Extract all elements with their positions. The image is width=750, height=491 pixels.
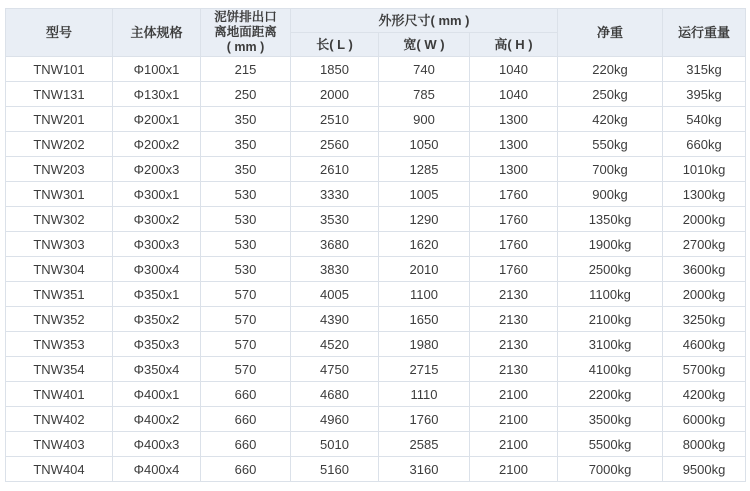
table-cell: TNW303	[6, 232, 113, 257]
table-row	[6, 57, 746, 82]
header-width: 宽( W )	[379, 33, 470, 57]
table-cell: 220kg	[558, 57, 663, 82]
table-row	[6, 307, 746, 332]
table-body	[6, 57, 746, 482]
table-cell: 2000kg	[663, 207, 746, 232]
table-cell: Φ350x2	[113, 307, 201, 332]
table-cell: Φ400x1	[113, 382, 201, 407]
table-cell: 4520	[291, 332, 379, 357]
table-cell: 420kg	[558, 107, 663, 132]
table-cell: 250kg	[558, 82, 663, 107]
table-cell: 1760	[470, 257, 558, 282]
table-cell: 570	[201, 332, 291, 357]
table-cell: 5500kg	[558, 432, 663, 457]
table-cell: TNW202	[6, 132, 113, 157]
table-cell: Φ350x3	[113, 332, 201, 357]
table-cell: TNW352	[6, 307, 113, 332]
table-cell: 1760	[379, 407, 470, 432]
table-cell: Φ300x3	[113, 232, 201, 257]
table-cell: 3530	[291, 207, 379, 232]
table-cell: 1040	[470, 57, 558, 82]
table-cell: 3830	[291, 257, 379, 282]
table-cell: 1005	[379, 182, 470, 207]
table-cell: Φ200x3	[113, 157, 201, 182]
table-cell: TNW302	[6, 207, 113, 232]
table-cell: TNW201	[6, 107, 113, 132]
table-cell: 570	[201, 307, 291, 332]
table-cell: 570	[201, 282, 291, 307]
table-cell: Φ350x1	[113, 282, 201, 307]
table-cell: 1110	[379, 382, 470, 407]
table-cell: 900	[379, 107, 470, 132]
table-cell: Φ200x2	[113, 132, 201, 157]
header-outlet-line2: 离地面距离	[214, 25, 277, 39]
table-cell: 2130	[470, 332, 558, 357]
table-cell: 2130	[470, 282, 558, 307]
table-cell: 1300	[470, 132, 558, 157]
header-outlet-distance	[201, 9, 291, 57]
table-cell: 4200kg	[663, 382, 746, 407]
table-cell: 1300kg	[663, 182, 746, 207]
table-cell: TNW101	[6, 57, 113, 82]
header-dimensions: 外形尺寸( mm )	[291, 9, 558, 33]
table-cell: 1620	[379, 232, 470, 257]
table-cell: TNW404	[6, 457, 113, 482]
table-cell: 530	[201, 182, 291, 207]
table-cell: 3100kg	[558, 332, 663, 357]
table-cell: 660kg	[663, 132, 746, 157]
table-cell: 2100	[470, 457, 558, 482]
table-cell: Φ400x2	[113, 407, 201, 432]
table-cell: 250	[201, 82, 291, 107]
header-height: 高( H )	[470, 33, 558, 57]
table-cell: 3250kg	[663, 307, 746, 332]
table-cell: 2560	[291, 132, 379, 157]
table-cell: 1980	[379, 332, 470, 357]
table-cell: 785	[379, 82, 470, 107]
table-cell: 2130	[470, 307, 558, 332]
table-cell: 1900kg	[558, 232, 663, 257]
table-cell: TNW131	[6, 82, 113, 107]
table-cell: 1350kg	[558, 207, 663, 232]
table-cell: 2100	[470, 407, 558, 432]
table-cell: 1040	[470, 82, 558, 107]
table-row	[6, 457, 746, 482]
table-cell: 540kg	[663, 107, 746, 132]
table-cell: 1760	[470, 232, 558, 257]
table-row	[6, 257, 746, 282]
table-cell: Φ400x4	[113, 457, 201, 482]
table-cell: 530	[201, 232, 291, 257]
table-row	[6, 132, 746, 157]
header-spec: 主体规格	[113, 9, 201, 57]
table-cell: 1100kg	[558, 282, 663, 307]
table-cell: Φ300x4	[113, 257, 201, 282]
table-cell: 4600kg	[663, 332, 746, 357]
table-cell: 350	[201, 157, 291, 182]
table-row	[6, 182, 746, 207]
table-cell: 2700kg	[663, 232, 746, 257]
header-length: 长( L )	[291, 33, 379, 57]
table-cell: 2100kg	[558, 307, 663, 332]
table-cell: 6000kg	[663, 407, 746, 432]
table-cell: 2000kg	[663, 282, 746, 307]
table-cell: 660	[201, 407, 291, 432]
table-cell: Φ350x4	[113, 357, 201, 382]
table-cell: TNW403	[6, 432, 113, 457]
table-cell: 1650	[379, 307, 470, 332]
table-cell: 1285	[379, 157, 470, 182]
table-cell: 2100	[470, 432, 558, 457]
table-cell: 570	[201, 357, 291, 382]
table-cell: 2500kg	[558, 257, 663, 282]
table-cell: 2610	[291, 157, 379, 182]
table-cell: 660	[201, 382, 291, 407]
header-running-weight: 运行重量	[663, 9, 746, 57]
table-cell: 3500kg	[558, 407, 663, 432]
table-cell: 3600kg	[663, 257, 746, 282]
table-cell: TNW301	[6, 182, 113, 207]
table-cell: 700kg	[558, 157, 663, 182]
table-cell: 8000kg	[663, 432, 746, 457]
table-row	[6, 82, 746, 107]
table-cell: 550kg	[558, 132, 663, 157]
table-cell: Φ200x1	[113, 107, 201, 132]
table-cell: 2715	[379, 357, 470, 382]
table-cell: 5700kg	[663, 357, 746, 382]
table-row	[6, 382, 746, 407]
table-cell: 1010kg	[663, 157, 746, 182]
table-row	[6, 107, 746, 132]
table-cell: 9500kg	[663, 457, 746, 482]
table-cell: 1760	[470, 182, 558, 207]
table-cell: 1100	[379, 282, 470, 307]
table-cell: 2100	[470, 382, 558, 407]
table-cell: 1850	[291, 57, 379, 82]
table-cell: 2000	[291, 82, 379, 107]
table-cell: 740	[379, 57, 470, 82]
table-cell: 1760	[470, 207, 558, 232]
table-row	[6, 232, 746, 257]
table-row	[6, 157, 746, 182]
table-cell: 4750	[291, 357, 379, 382]
table-cell: Φ300x1	[113, 182, 201, 207]
table-cell: TNW304	[6, 257, 113, 282]
table-cell: 900kg	[558, 182, 663, 207]
table-cell: TNW354	[6, 357, 113, 382]
table-cell: 350	[201, 107, 291, 132]
table-cell: 3160	[379, 457, 470, 482]
header-outlet-line3: ( mm )	[226, 40, 265, 54]
table-row	[6, 407, 746, 432]
table-cell: 2200kg	[558, 382, 663, 407]
table-row	[6, 357, 746, 382]
header-net-weight: 净重	[558, 9, 663, 57]
table-cell: 4100kg	[558, 357, 663, 382]
table-cell: 530	[201, 257, 291, 282]
table-row	[6, 282, 746, 307]
table-cell: 3330	[291, 182, 379, 207]
table-cell: 2585	[379, 432, 470, 457]
table-cell: 2130	[470, 357, 558, 382]
table-cell: 3680	[291, 232, 379, 257]
table-cell: TNW401	[6, 382, 113, 407]
header-model: 型号	[6, 9, 113, 57]
table-row	[6, 207, 746, 232]
table-cell: 215	[201, 57, 291, 82]
table-cell: 1300	[470, 107, 558, 132]
table-cell: 5160	[291, 457, 379, 482]
table-cell: 2010	[379, 257, 470, 282]
table-cell: 1300	[470, 157, 558, 182]
table-cell: Φ100x1	[113, 57, 201, 82]
table-cell: 4005	[291, 282, 379, 307]
table-cell: 660	[201, 457, 291, 482]
table-cell: 4960	[291, 407, 379, 432]
table-cell: TNW203	[6, 157, 113, 182]
table-cell: 4680	[291, 382, 379, 407]
table-cell: 2510	[291, 107, 379, 132]
table-cell: 4390	[291, 307, 379, 332]
table-header	[6, 9, 746, 57]
table-cell: 350	[201, 132, 291, 157]
table-cell: 7000kg	[558, 457, 663, 482]
table-cell: 395kg	[663, 82, 746, 107]
table-row	[6, 332, 746, 357]
table-cell: 5010	[291, 432, 379, 457]
header-outlet-line1: 泥饼排出口	[214, 10, 277, 24]
table-cell: 1290	[379, 207, 470, 232]
table-cell: Φ300x2	[113, 207, 201, 232]
table-cell: 660	[201, 432, 291, 457]
table-cell: TNW402	[6, 407, 113, 432]
spec-table	[5, 8, 746, 482]
table-cell: TNW353	[6, 332, 113, 357]
table-cell: 530	[201, 207, 291, 232]
table-row	[6, 432, 746, 457]
table-cell: 315kg	[663, 57, 746, 82]
table-cell: 1050	[379, 132, 470, 157]
header-row-1	[6, 9, 746, 33]
table-cell: Φ130x1	[113, 82, 201, 107]
table-cell: Φ400x3	[113, 432, 201, 457]
table-cell: TNW351	[6, 282, 113, 307]
